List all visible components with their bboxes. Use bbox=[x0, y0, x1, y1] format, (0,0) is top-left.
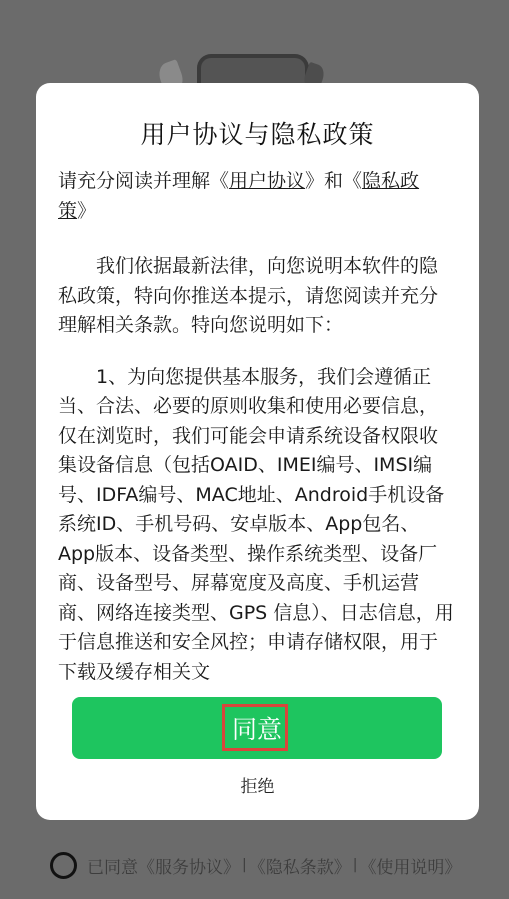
intro-suffix: 》 bbox=[77, 199, 97, 222]
agree-button-label: 同意 bbox=[231, 716, 282, 744]
privacy-terms-link[interactable]: 《隐私条款》 bbox=[248, 857, 351, 878]
intro-middle: 》和《 bbox=[305, 170, 363, 192]
policy-paragraph-2: 1、为向您提供基本服务，我们会遵循正当、合法、必要的原则收集和使用必要信息，仅在浏览时，我们可能会申请系统设备权限收集设备信息（包括OAID、IMEI编号、IMSI编号、IDFA编号、MAC地址、Android手机设备系统ID、手机号码、安卓版本、App包名、App版本、设备类型、操作系统类型、设备厂商、设备型号、屏幕宽度及高度、手机运营商、网络连接类型、GPS 信息）、日志信息，用于信息推送和安全风控；申请存储权限，用于下载及缓存相关文 bbox=[58, 365, 454, 683]
user-agreement-link[interactable]: 用户协议 bbox=[229, 170, 306, 192]
agree-radio[interactable] bbox=[50, 852, 77, 879]
usage-instructions-link[interactable]: 《使用说明》 bbox=[359, 857, 462, 878]
agreed-text: 已同意 bbox=[87, 857, 138, 878]
policy-text-scroll[interactable] bbox=[58, 167, 456, 754]
privacy-dialog bbox=[36, 83, 479, 820]
dialog-title: 用户协议与隐私政策 bbox=[140, 120, 375, 149]
intro-prefix: 请充分阅读并理解《 bbox=[58, 170, 230, 192]
privacy-policy-link[interactable]: 隐私政策 bbox=[58, 170, 420, 222]
separator: | bbox=[242, 857, 247, 873]
separator: | bbox=[352, 857, 358, 873]
service-agreement-link[interactable]: 《服务协议》 bbox=[138, 857, 240, 878]
footer-consent bbox=[50, 851, 461, 879]
reject-button[interactable]: 拒绝 bbox=[36, 771, 479, 798]
agree-button[interactable] bbox=[72, 697, 442, 759]
intro-text bbox=[58, 167, 456, 226]
policy-paragraph-1: 我们依据最新法律，向您说明本软件的隐私政策，特向你推送本提示，请您阅读并充分理解相关条款。特向您说明如下： bbox=[58, 255, 439, 336]
